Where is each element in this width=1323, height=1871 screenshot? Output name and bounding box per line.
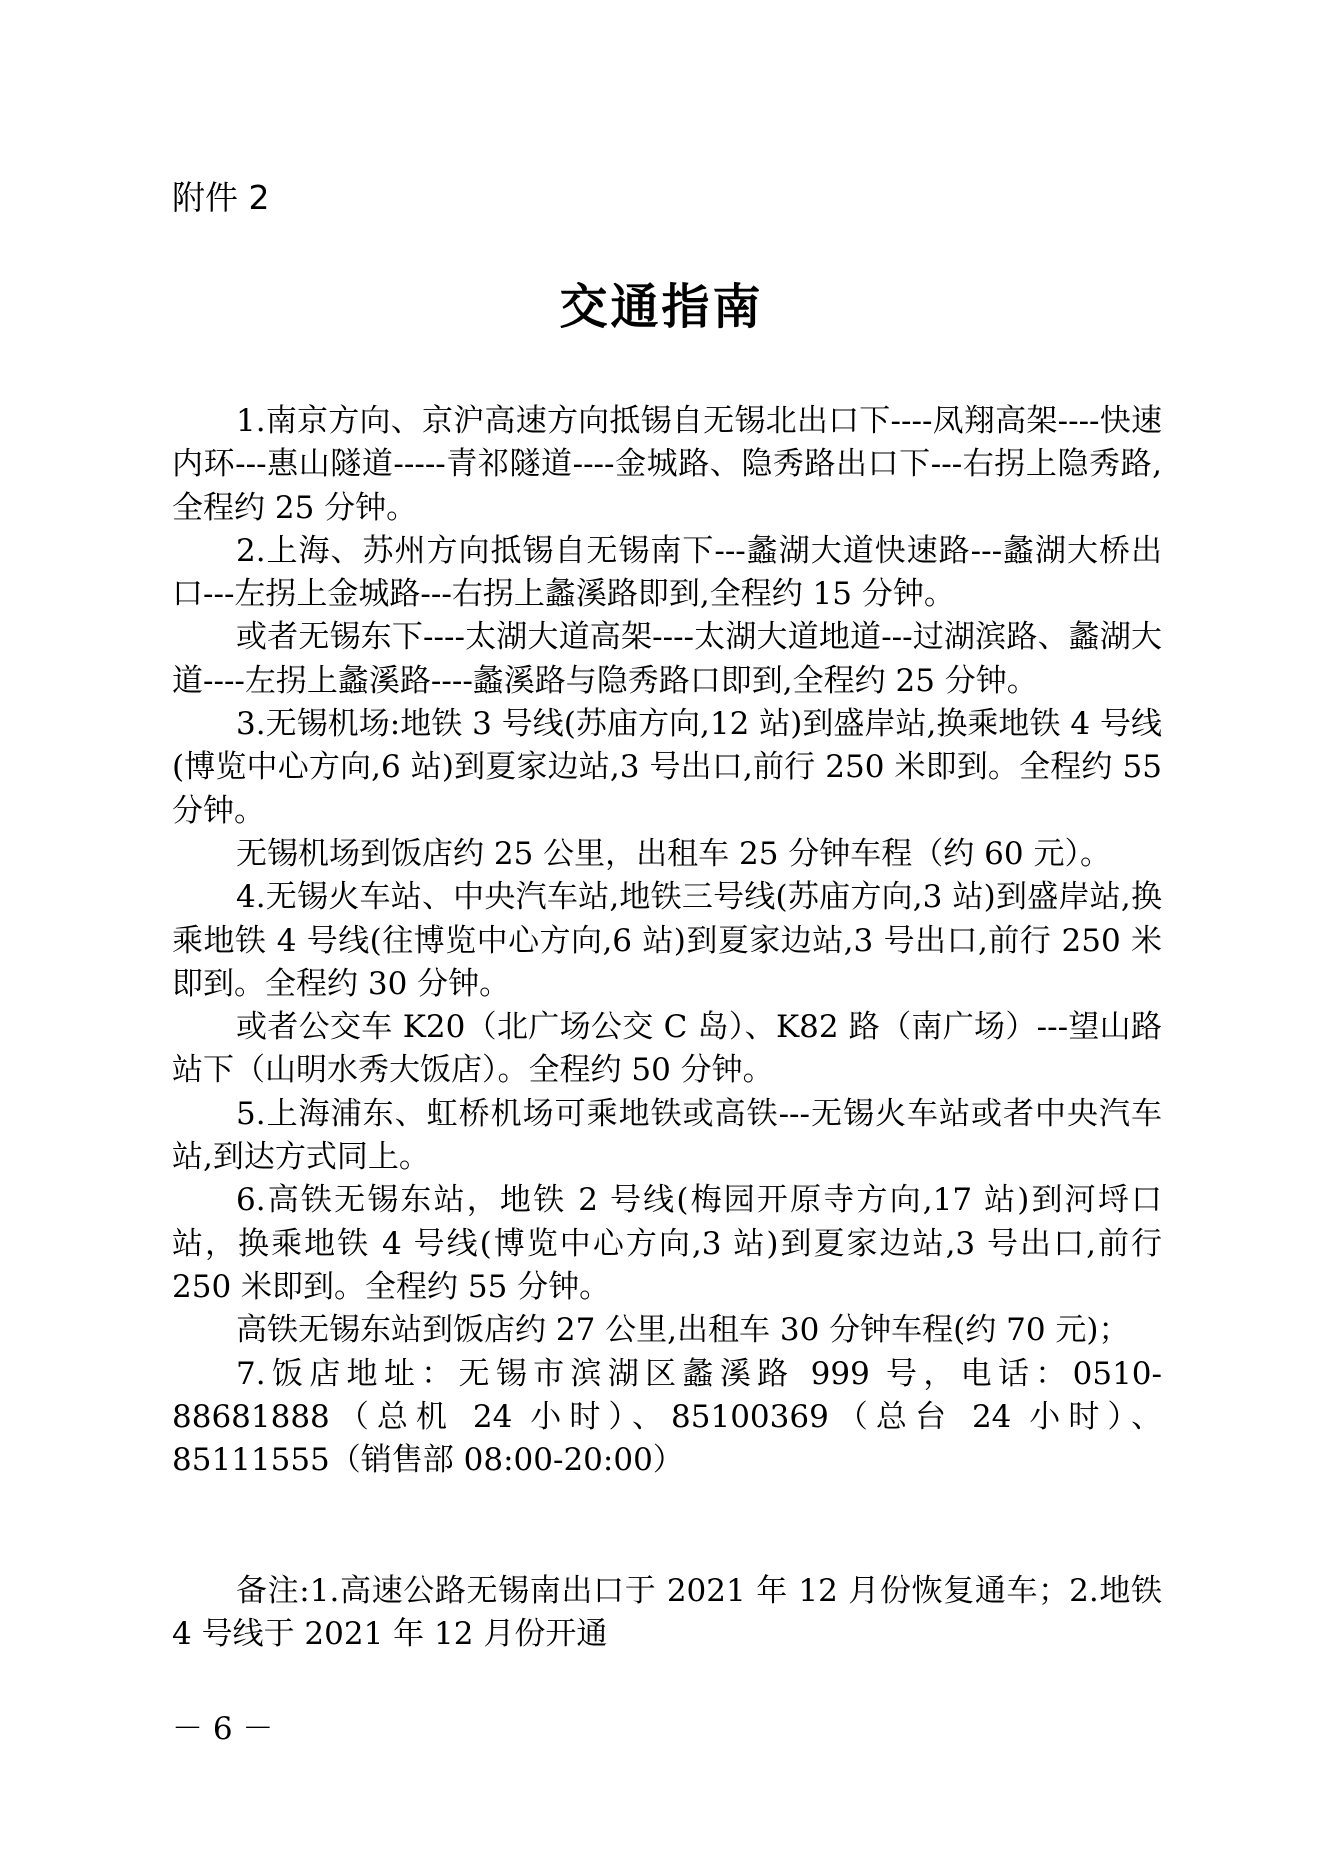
- remarks-section: [172, 1570, 1162, 1657]
- paragraph-route-2-alt: 或者无锡东下----太湖大道高架----太湖大道地道---过湖滨路、蠡湖大道----左拐上蠡溪路----蠡溪路与隐秀路口即到,全程约 25 分钟。: [172, 619, 1162, 699]
- remarks-text: 备注:1.高速公路无锡南出口于 2021 年 12 月份恢复通车；2.地铁 4 号线于 2021 年 12 月份开通: [172, 1573, 1162, 1653]
- document-body: [172, 400, 1162, 1482]
- paragraph-hotel-address: 7.饭店地址：无锡市滨湖区蠡溪路 999 号，电话：0510-88681888（总机 24 小时）、85100369（总台 24 小时）、85111555（销售部 08:00-20:00）: [172, 1355, 1162, 1479]
- paragraph-route-6-taxi: 高铁无锡东站到饭店约 27 公里,出租车 30 分钟车程(约 70 元)；: [236, 1312, 1130, 1349]
- paragraph-route-4-bus: 或者公交车 K20（北广场公交 C 岛）、K82 路（南广场）---望山路站下（山明水秀大饭店）。全程约 50 分钟。: [172, 1009, 1162, 1089]
- attachment-label: 附件 2: [172, 178, 270, 217]
- paragraph-route-3: 3.无锡机场:地铁 3 号线(苏庙方向,12 站)到盛岸站,换乘地铁 4 号线(博览中心方向,6 站)到夏家边站,3 号出口,前行 250 米即到。全程约 55 分钟。: [172, 706, 1162, 829]
- paragraph-route-2: 2.上海、苏州方向抵锡自无锡南下---蠡湖大道快速路---蠡湖大桥出口---左拐上金城路---右拐上蠡溪路即到,全程约 15 分钟。: [172, 532, 1162, 613]
- page-title: 交通指南: [559, 279, 764, 335]
- paragraph-route-6: 6.高铁无锡东站，地铁 2 号线(梅园开原寺方向,17 站)到河埒口站，换乘地铁 4 号线(博览中心方向,3 站)到夏家边站,3 号出口,前行 250 米即到。全程约 55 分钟。: [172, 1182, 1162, 1305]
- paragraph-route-4: 4.无锡火车站、中央汽车站,地铁三号线(苏庙方向,3 站)到盛岸站,换乘地铁 4 号线(往博览中心方向,6 站)到夏家边站,3 号出口,前行 250 米即到。全程约 30 分钟。: [172, 879, 1162, 1002]
- paragraph-route-1: 1.南京方向、京沪高速方向抵锡自无锡北出口下----凤翔高架----快速内环---惠山隧道-----青祁隧道----金城路、隐秀路出口下---右拐上隐秀路,全程约 25 分钟。: [172, 403, 1162, 526]
- paragraph-route-5: 5.上海浦东、虹桥机场可乘地铁或高铁---无锡火车站或者中央汽车站,到达方式同上。: [172, 1095, 1162, 1176]
- page-number: － 6 －: [172, 1711, 274, 1747]
- paragraph-route-3-taxi: 无锡机场到饭店约 25 公里，出租车 25 分钟车程（约 60 元）。: [236, 835, 1111, 872]
